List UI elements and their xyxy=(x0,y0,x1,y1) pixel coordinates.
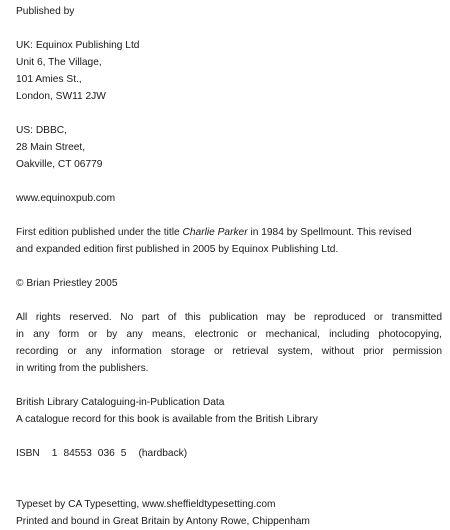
book-title: Charlie Parker xyxy=(182,227,248,238)
uk-address-line: 101 Amies St., xyxy=(16,74,82,85)
spacer xyxy=(16,173,442,190)
uk-address-line: London, SW11 2JW xyxy=(16,91,106,102)
spacer xyxy=(16,462,442,479)
website-link[interactable]: www.equinoxpub.com xyxy=(16,193,116,204)
uk-address-line: UK: Equinox Publishing Ltd xyxy=(16,40,140,51)
us-address-line: US: DBBC, xyxy=(16,125,67,136)
uk-address-line: Unit 6, The Village, xyxy=(16,57,102,68)
rights-notice xyxy=(16,309,442,377)
spacer xyxy=(16,377,442,394)
published-by-heading: Published by xyxy=(16,6,75,17)
uk-address xyxy=(16,37,442,105)
isbn xyxy=(16,445,442,462)
typeset-line: Typeset by CA Typesetting, www.sheffieldtypesetting.com xyxy=(16,499,276,510)
rights-line: in writing from the publishers. xyxy=(16,363,149,374)
isbn-label: ISBN xyxy=(16,448,40,459)
spacer xyxy=(16,428,442,445)
spacer xyxy=(16,292,442,309)
edition-line xyxy=(16,224,442,241)
edition-text: First edition published under the title xyxy=(16,227,183,238)
isbn-check-digit: 5 xyxy=(120,448,127,459)
copyright-page xyxy=(16,3,442,530)
isbn-publisher: 84553 xyxy=(63,448,92,459)
spacer xyxy=(16,258,442,275)
us-address xyxy=(16,122,442,173)
us-address-line: 28 Main Street, xyxy=(16,142,86,153)
isbn-group: 1 xyxy=(51,448,58,459)
edition-text: in 1984 by Spellmount. This revised xyxy=(247,227,412,238)
colophon xyxy=(16,496,442,530)
edition-notice xyxy=(16,224,442,258)
rights-line: All rights reserved. No part of this publication may be reproduced or transmitted xyxy=(16,312,442,323)
rights-line: recording or any information storage or retrieval system, without prior permission xyxy=(16,346,442,357)
isbn-title: 036 xyxy=(97,448,115,459)
printed-line: Printed and bound in Great Britain by Antony Rowe, Chippenham xyxy=(16,516,310,527)
copyright-notice: © Brian Priestley 2005 xyxy=(16,278,118,289)
us-address-line: Oakville, CT 06779 xyxy=(16,159,103,170)
cataloguing-notice xyxy=(16,394,442,428)
edition-line: and expanded edition first published in 2005 by Equinox Publishing Ltd. xyxy=(16,244,339,255)
cataloguing-line: A catalogue record for this book is available from the British Library xyxy=(16,414,318,425)
cataloguing-line: British Library Cataloguing-in-Publication Data xyxy=(16,397,225,408)
isbn-format: (hardback) xyxy=(138,448,188,459)
spacer xyxy=(16,105,442,122)
spacer xyxy=(16,207,442,224)
spacer xyxy=(16,20,442,37)
rights-line: in any form or by any means, electronic or mechanical, including photocopying, xyxy=(16,329,442,340)
